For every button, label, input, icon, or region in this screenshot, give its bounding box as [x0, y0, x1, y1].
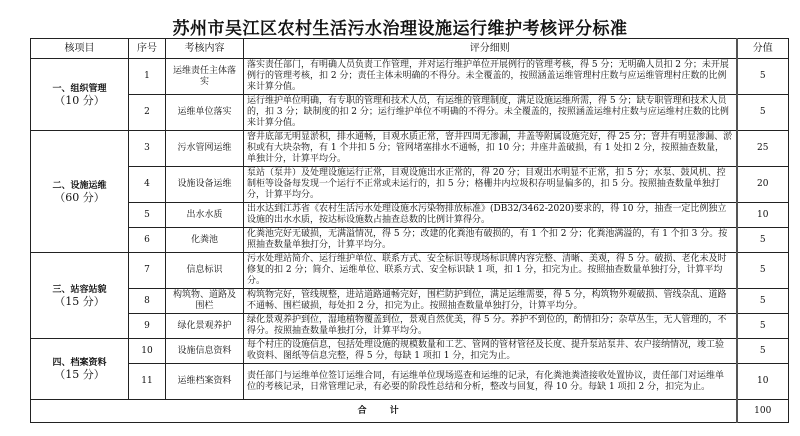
row-item: 构筑物、道路及围栏 — [166, 289, 244, 314]
row-item: 运维责任主体落实 — [166, 59, 244, 95]
category-points: （60 分） — [54, 190, 105, 204]
table-row — [31, 95, 789, 131]
scoring-table — [30, 38, 789, 423]
row-item: 化粪池 — [166, 228, 244, 253]
table-row — [31, 228, 789, 253]
header-detail: 评分细则 — [244, 39, 737, 59]
header-category: 核项目 — [31, 39, 129, 59]
table-row — [31, 59, 789, 95]
row-item: 信息标识 — [166, 253, 244, 289]
page-title: 苏州市吴江区农村生活污水治理设施运行维护考核评分标准 — [172, 19, 628, 39]
row-detail: 窨井底部无明显淤积，排水通畅，目观水质正常，窨井四周无渗漏，井盖等附属设施完好，得 25 分；窨井有明显渗漏、淤积或有大块杂物，有 1 个井扣 5 分；管网堵塞排水不通畅，扣 10 分；井座井盖破损，有 1 处扣 2 分，按照抽查数量，单独计分，计算平均分。 — [244, 131, 737, 167]
row-seq: 3 — [129, 131, 166, 167]
row-item: 运维单位落实 — [166, 95, 244, 131]
category-cell — [31, 339, 129, 400]
table-row — [31, 131, 789, 167]
row-item: 污水管网运维 — [166, 131, 244, 167]
row-seq: 7 — [129, 253, 166, 289]
row-detail: 责任部门与运维单位签订运维合同，有运维单位现场巡查和运维的记录，有化粪池粪渣接收处置协议，责任部门对运维单位的考核记录，日常管理记录，有必要的阶段性总结和分析，整改与回复，得 10 分。每缺 1 项扣 2 分，扣完为止。 — [244, 364, 737, 400]
table-row — [31, 289, 789, 314]
table-row — [31, 339, 789, 364]
total-label: 合 计 — [31, 400, 737, 423]
row-score: 10 — [737, 203, 789, 228]
header-seq: 序号 — [129, 39, 166, 59]
row-seq: 2 — [129, 95, 166, 131]
category-points: （10 分） — [54, 93, 105, 107]
row-seq: 11 — [129, 364, 166, 400]
row-score: 5 — [737, 59, 789, 95]
table-header-row — [31, 39, 789, 59]
row-detail: 构筑物完好，管线规整，进站道路通畅完好，围栏防护到位，满足运维需要，得 5 分，构筑物外观破损、管线杂乱、道路不通畅、围栏破损，每处扣 2 分，扣完为止。按照抽查数量单独打分，计算平均分。 — [244, 289, 737, 314]
total-score: 100 — [737, 400, 789, 423]
row-seq: 6 — [129, 228, 166, 253]
row-item: 出水水质 — [166, 203, 244, 228]
header-score: 分值 — [737, 39, 789, 59]
row-item: 设施信息资料 — [166, 339, 244, 364]
table-row — [31, 364, 789, 400]
row-score: 5 — [737, 253, 789, 289]
row-score: 5 — [737, 339, 789, 364]
row-detail: 污水处理站简介、运行维护单位、联系方式、安全标识等现场标识牌内容完整、清晰、美观，得 5 分。破损、老化未及时修复的扣 2 分；简介、运维单位、联系方式、安全标识缺 1 项，扣 1 分，扣完为止。按照抽查数量单独打分，计算平均分。 — [244, 253, 737, 289]
category-name: 三、站容站貌 — [52, 284, 107, 295]
row-item: 运维档案资料 — [166, 364, 244, 400]
row-detail: 出水达到江苏省《农村生活污水处理设施水污染物排放标准》(DB32/3462-2020)要求的，得 10 分，抽查一定比例独立设施的出水水质，按达标设施数占抽查总数的比例计算得分。 — [244, 203, 737, 228]
category-name: 二、设施运维 — [52, 180, 107, 191]
table-row — [31, 167, 789, 203]
row-detail: 落实责任部门，有明确人员负责工作管理，并对运行维护单位开展例行的管理考核，得 5 分；无明确人员扣 2 分；未开展例行的管理考核，扣 2 分；责任主体未明确的不得分。未全覆盖的，按照涵盖运维管理村庄数与应运维管理村庄数的比例来计算分值。 — [244, 59, 737, 95]
row-seq: 5 — [129, 203, 166, 228]
row-score: 10 — [737, 364, 789, 400]
row-score: 20 — [737, 167, 789, 203]
row-score: 5 — [737, 228, 789, 253]
category-cell — [31, 253, 129, 339]
table-row — [31, 253, 789, 289]
row-seq: 9 — [129, 314, 166, 339]
row-detail: 泵站（泵井）及处理设施运行正常，目观设施出水正常的，得 20 分；目观出水明显不正常，扣 5 分；水泵、鼓风机、控制柜等设备每发现一个运行不正常或未运行的，扣 5 分；格栅井内垃圾积存明显偏多的，扣 5 分。按照抽查数量单独打分，计算平均分。 — [244, 167, 737, 203]
row-item: 绿化景观养护 — [166, 314, 244, 339]
row-seq: 1 — [129, 59, 166, 95]
category-points: （15 分） — [54, 368, 105, 381]
table-row — [31, 203, 789, 228]
row-seq: 4 — [129, 167, 166, 203]
row-seq: 10 — [129, 339, 166, 364]
row-seq: 8 — [129, 289, 166, 314]
row-score: 25 — [737, 131, 789, 167]
category-points: （15 分） — [54, 294, 105, 308]
table-row — [31, 314, 789, 339]
row-detail: 每个村庄的设施信息，包括处理设施的规模数量和工艺、管网的管材管径及长度、提升泵站泵井、农户接纳情况，竣工验收资料、图纸等信息完整，得 5 分，每缺 1 项扣 1 分，扣完为止。 — [244, 339, 737, 364]
category-name: 一、组织管理 — [52, 83, 107, 94]
category-name: 四、档案资料 — [52, 358, 107, 368]
row-score: 5 — [737, 314, 789, 339]
row-item: 设施设备运维 — [166, 167, 244, 203]
row-detail: 绿化景观养护到位，湿地植物覆盖到位，景观自然优美，得 5 分。养护不到位的，酌情扣分；杂草丛生，无人管理的，不得分。按照抽查数量单独打分，计算平均分。 — [244, 314, 737, 339]
category-cell — [31, 59, 129, 131]
total-row — [31, 400, 789, 423]
row-detail: 运行维护单位明确，有专职的管理和技术人员，有运维的管理制度，满足设施运维所需，得 5 分；缺专职管理和技术人员的，扣 3 分；缺制度的扣 2 分；运行维护单位不明确的不得分。未全覆盖的，按照涵盖运维村庄数与应运维村庄数的比例来计算分值。 — [244, 95, 737, 131]
category-cell — [31, 131, 129, 253]
row-score: 5 — [737, 95, 789, 131]
header-item: 考核内容 — [166, 39, 244, 59]
row-score: 5 — [737, 289, 789, 314]
row-detail: 化粪池完好无破损，无满溢情况，得 5 分；改建的化粪池有破损的，有 1 个扣 2 分；化粪池满溢的，有 1 个扣 3 分。按照抽查数量单独打分，计算平均分。 — [244, 228, 737, 253]
